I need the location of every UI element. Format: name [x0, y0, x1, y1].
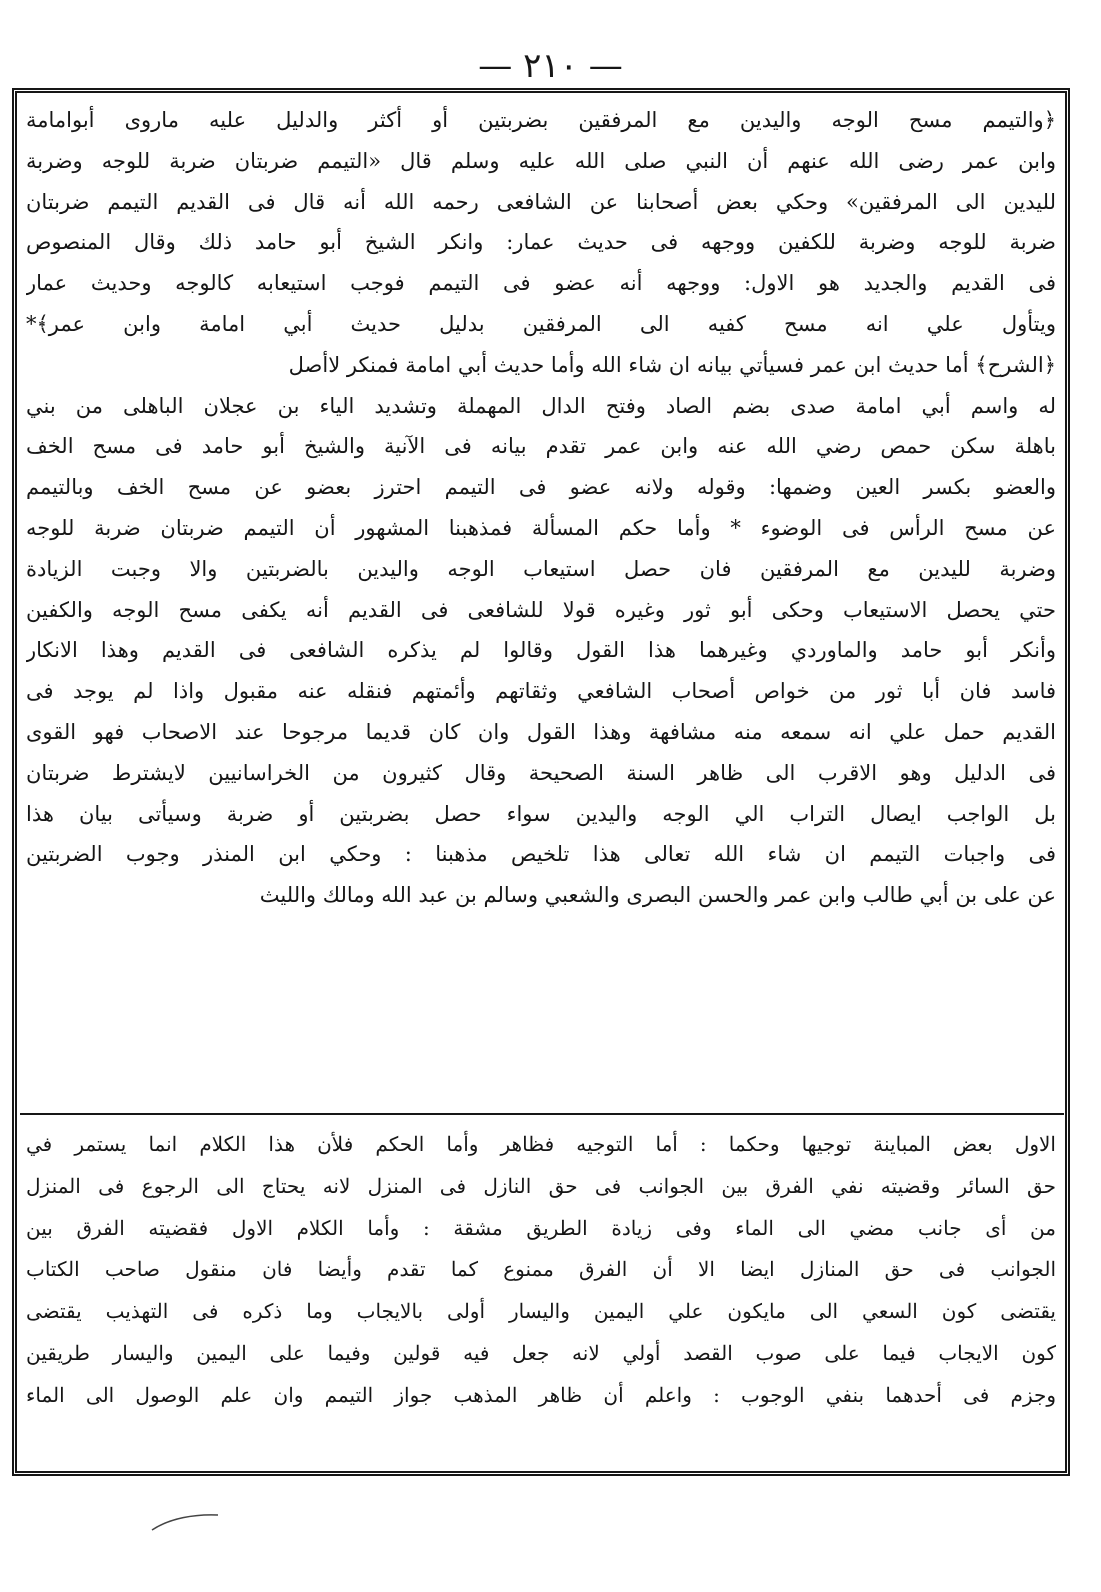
main-text-line: له واسم أبي امامة صدى بضم الصاد وفتح الدال المهملة وتشديد الياء بن عجلان الباهلى من بني [26, 393, 1056, 418]
footnote-text-block [26, 1124, 1056, 1417]
footnote-line: من أى جانب مضي الى الماء وفى زيادة الطريق مشقة : وأما الكلام الاول فقضيته الفرق بين [26, 1215, 1056, 1240]
main-text-line: عن مسح الرأس فى الوضوء * وأما حكم المسألة فمذهبنا المشهور أن التيمم ضربتان ضربة للوجه [26, 515, 1056, 540]
main-text-line: القديم حمل علي انه سمعه منه مشافهة وهذا القول وان كان قديما مرجوحا عند الاصحاب فهو القوى [26, 719, 1056, 744]
footnote-line: وجزم فى أحدهما بنفي الوجوب : واعلم أن ظاهر المذهب جواز التيمم وان علم الوصول الى الماء [26, 1382, 1056, 1407]
page-number: — ٢١٠ — [478, 46, 623, 86]
footnote-line: كون الايجاب فيما على صوب القصد أولي لانه جعل فيه قولين وفيما على اليمين واليسار طريقين [26, 1340, 1056, 1365]
main-text-line: والعضو بكسر العين وضمها: وقوله ولانه عضو فى التيمم احترز بعضو عن مسح الخف وبالتيمم [26, 475, 1056, 500]
footnote-line: يقتضى كون السعي الى مايكون علي اليمين واليسار أولى بالايجاب وما ذكره فى التهذيب يقتضى [26, 1299, 1056, 1324]
pen-stroke-mark [150, 1510, 220, 1534]
main-text-line: لليدين الى المرفقين» وحكي بعض أصحابنا عن الشافعى رحمه الله أنه قال فى القديم التيمم ضربتان [26, 189, 1056, 214]
main-text-line: وابن عمر رضى الله عنهم أن النبي صلى الله عليه وسلم قال «التيمم ضربتان ضربة للوجه وضربة [26, 148, 1056, 173]
main-text-line: ويتأول علي انه مسح كفيه الى المرفقين بدليل حديث أبي امامة وابن عمر﴾* [26, 311, 1056, 336]
main-text-block [26, 100, 1056, 916]
main-text-line: ﴿والتيمم مسح الوجه واليدين مع المرفقين بضربتين أو أكثر والدليل عليه ماروى أبوامامة [26, 108, 1056, 132]
footnote-line: حق السائر وقضيته نفي الفرق بين الجوانب فى حق النازل فى المنزل لانه يحتاج الى الرجوع فى المنزل [26, 1173, 1056, 1198]
main-text-line: فى واجبات التيمم ان شاء الله تعالى هذا تلخيص مذهبنا : وحكي ابن المنذر وجوب الضربتين [26, 842, 1056, 867]
main-text-line: عن على بن أبي طالب وابن عمر والحسن البصرى والشعبي وسالم بن عبد الله ومالك والليث [259, 883, 1056, 908]
main-text-line: ضربة للوجه وضربة للكفين ووجهه فى حديث عمار: وانكر الشيخ أبو حامد ذلك وقال المنصوص [26, 230, 1056, 255]
main-text-line: باهلة سكن حمص رضي الله عنه وابن عمر تقدم بيانه فى الآنية والشيخ أبو حامد فى مسح الخف [26, 434, 1056, 459]
main-text-line: حتي يحصل الاستيعاب وحكى أبو ثور وغيره قولا للشافعى فى القديم أنه يكفى مسح الوجه والكفين [26, 597, 1056, 622]
main-text-line: وأنكر أبو حامد والماوردي وغيرهما هذا القول وقالوا لم يذكره الشافعى فى القديم وهذا الانكار [26, 638, 1056, 663]
main-text-line: فى الدليل وهو الاقرب الى ظاهر السنة الصحيحة وقال كثيرون من الخراسانيين لايشترط ضربتان [26, 760, 1056, 785]
main-text-line: ﴿الشرح﴾ أما حديث ابن عمر فسيأتي بيانه ان شاء الله وأما حديث أبي امامة فمنكر لاأصل [288, 352, 1056, 377]
main-text-line: وضربة لليدين مع المرفقين فان حصل استيعاب الوجه واليدين بالضربتين والا وجبت الزيادة [26, 556, 1056, 581]
main-text-line: فى القديم والجديد هو الاول: ووجهه أنه عضو فى التيمم فوجب استيعابه كالوجه وحديث عمار [26, 271, 1056, 296]
footnote-divider [20, 1113, 1064, 1115]
footnote-line: الجوانب فى حق المنازل ايضا الا أن الفرق ممنوع كما تقدم وأيضا فان منقول صاحب الكتاب [26, 1257, 1056, 1282]
main-text-line: بل الواجب ايصال التراب الي الوجه واليدين سواء حصل بضربتين أو ضربة وسيأتى بيان هذا [26, 801, 1056, 826]
main-text-line: فاسد فان أبا ثور من خواص أصحاب الشافعي وثقاتهم وأئمتهم فنقله عنه مقبول واذا لم يوجد فى [26, 679, 1056, 704]
footnote-line: الاول بعض المباينة توجيها وحكما : أما التوجيه فظاهر وأما الحكم فلأن هذا الكلام انما يستمر في [26, 1132, 1056, 1156]
